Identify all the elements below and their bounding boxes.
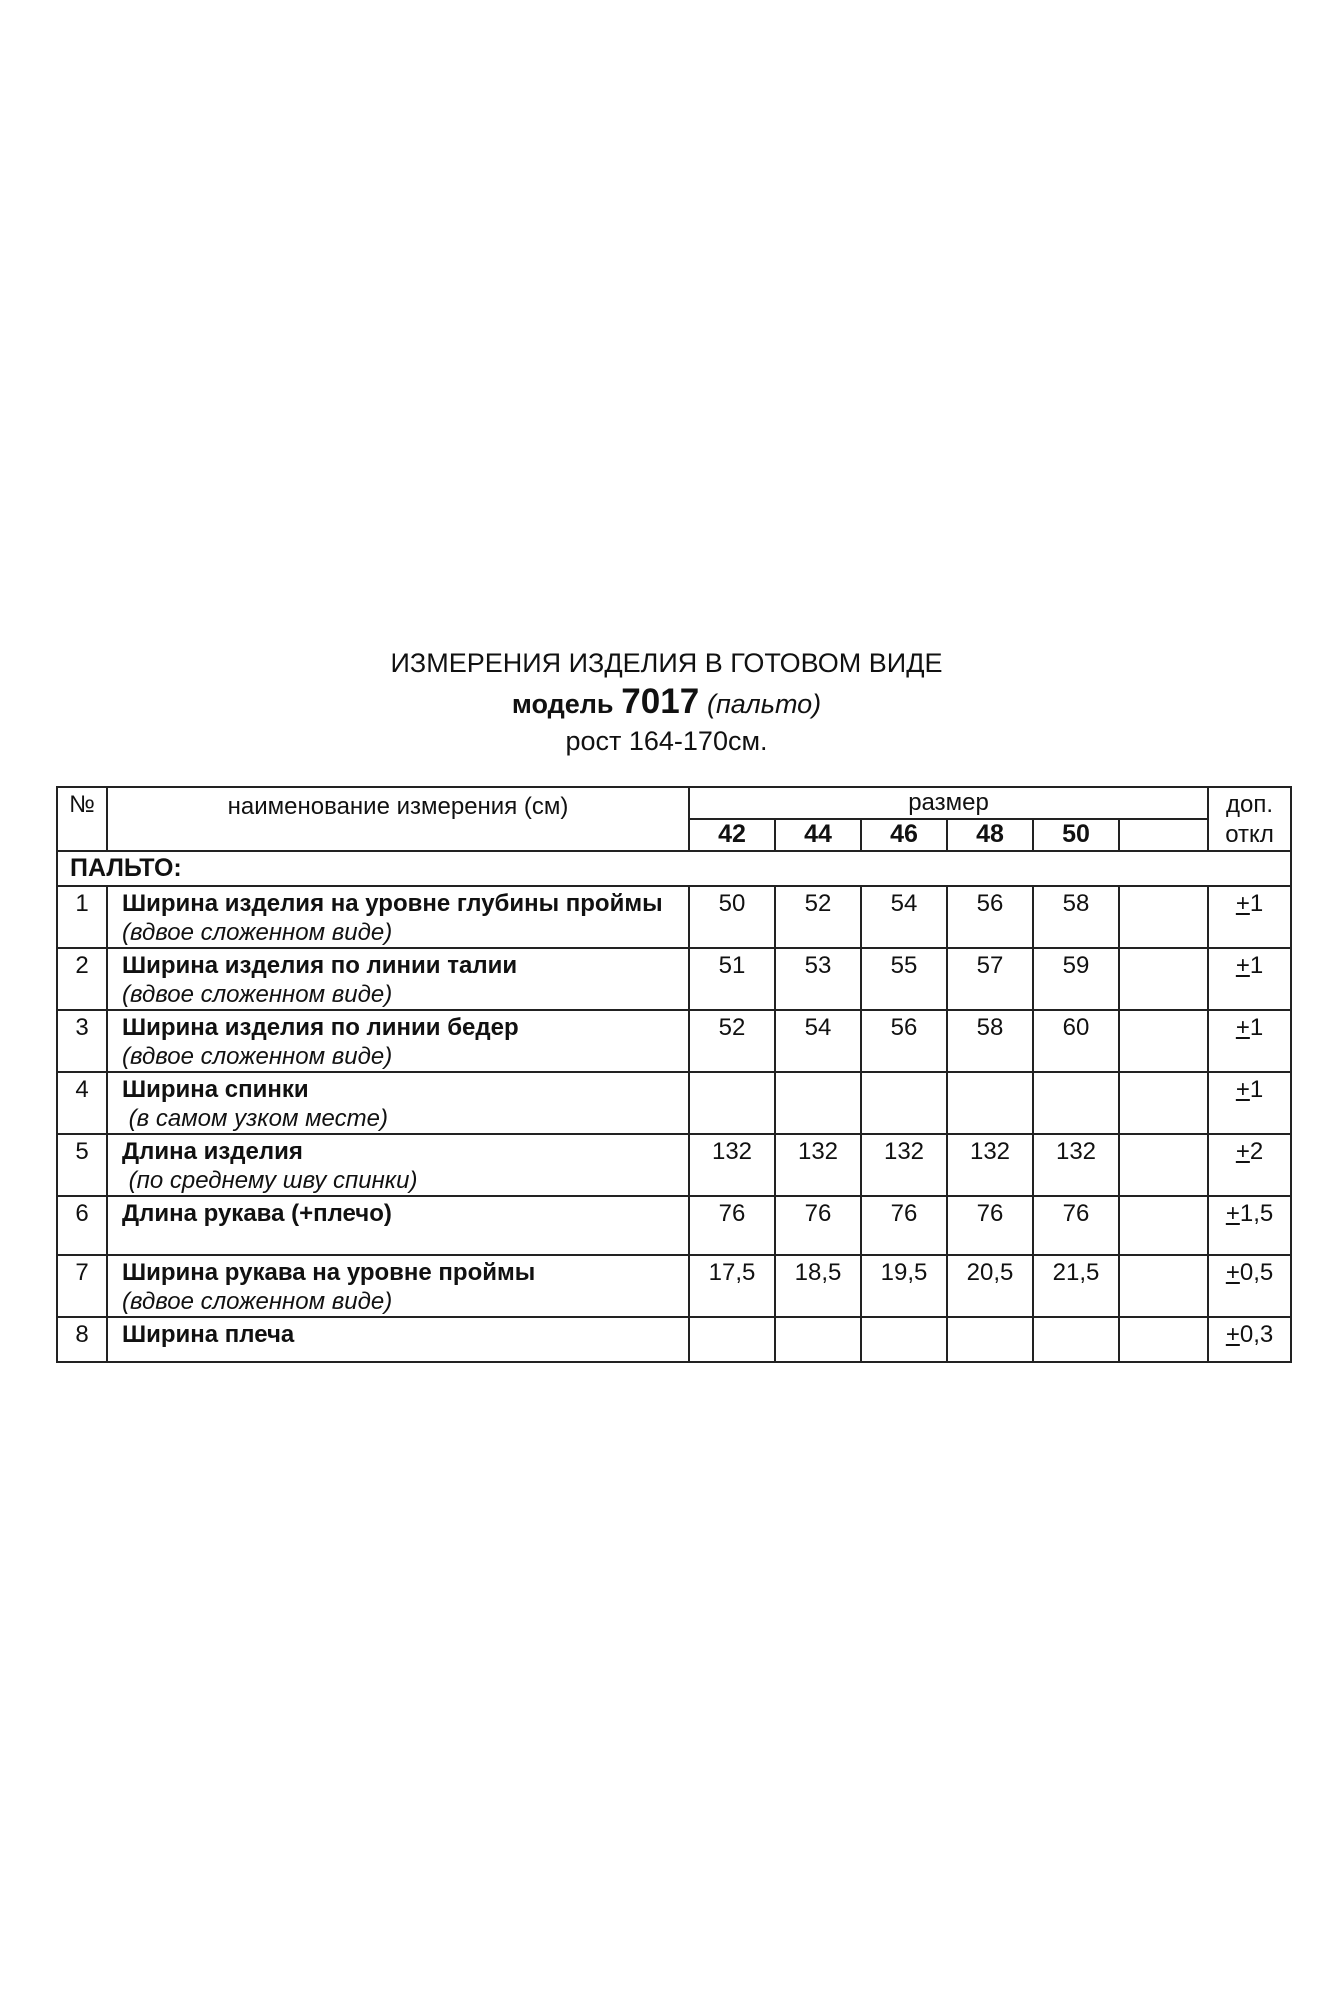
section-title: ПАЛЬТО: (57, 851, 1291, 886)
tolerance-value: 1 (1249, 1014, 1264, 1041)
size-value: 17,5 (689, 1255, 775, 1317)
row-number: 2 (57, 948, 107, 1010)
measurement-cell (107, 948, 689, 1010)
size-value: 20,5 (947, 1255, 1033, 1317)
measurement-name: Длина изделия (122, 1138, 303, 1165)
size-value: 52 (689, 1010, 775, 1072)
measurement-name: Ширина спинки (122, 1076, 309, 1103)
size-value (1119, 1134, 1208, 1196)
size-value (689, 1317, 775, 1362)
model-kind: (пальто) (706, 689, 822, 719)
tolerance-cell (1208, 1134, 1291, 1196)
tolerance-value: 1 (1249, 890, 1264, 917)
size-value (1119, 1196, 1208, 1255)
size-value: 54 (861, 886, 947, 948)
row-number: 6 (57, 1196, 107, 1255)
table-row (57, 886, 1291, 948)
size-value (1119, 886, 1208, 948)
table-row (57, 1255, 1291, 1317)
size-value: 57 (947, 948, 1033, 1010)
measurement-name: Ширина изделия по линии талии (122, 952, 518, 979)
tolerance-cell (1208, 886, 1291, 948)
size-value: 51 (689, 948, 775, 1010)
size-value: 18,5 (775, 1255, 861, 1317)
size-42: 42 (689, 819, 775, 851)
plus-minus-sign: + (1235, 1138, 1250, 1165)
size-value: 55 (861, 948, 947, 1010)
size-50: 50 (1033, 819, 1119, 851)
plus-minus-sign: + (1235, 890, 1250, 917)
plus-minus-sign: + (1235, 1076, 1250, 1103)
size-value: 76 (861, 1196, 947, 1255)
col-size-header: размер (689, 787, 1208, 819)
tolerance-cell (1208, 1317, 1291, 1362)
measurement-note: (вдвое сложенном виде) (122, 981, 393, 1008)
size-value: 76 (689, 1196, 775, 1255)
table-row (57, 1196, 1291, 1255)
measurement-cell (107, 1255, 689, 1317)
col-no-header: № (57, 787, 107, 851)
section-row (57, 851, 1291, 886)
measurement-note: (вдвое сложенном виде) (122, 1043, 393, 1070)
measurement-note: (вдвое сложенном виде) (122, 1288, 393, 1315)
measurement-cell (107, 1134, 689, 1196)
size-46: 46 (861, 819, 947, 851)
size-value: 52 (775, 886, 861, 948)
size-value: 132 (861, 1134, 947, 1196)
model-line (0, 682, 1333, 722)
tolerance-cell (1208, 1255, 1291, 1317)
size-value: 58 (947, 1010, 1033, 1072)
table-row (57, 1317, 1291, 1362)
size-value (1119, 1317, 1208, 1362)
measurement-note: (в самом узком месте) (122, 1105, 388, 1132)
size-value: 19,5 (861, 1255, 947, 1317)
col-tolerance-header: доп. откл (1208, 787, 1291, 851)
size-value (689, 1072, 775, 1134)
row-number: 7 (57, 1255, 107, 1317)
document-title: ИЗМЕРЕНИЯ ИЗДЕЛИЯ В ГОТОВОМ ВИДЕ (390, 648, 943, 678)
tolerance-cell (1208, 948, 1291, 1010)
plus-minus-sign: + (1225, 1259, 1240, 1286)
size-value: 56 (861, 1010, 947, 1072)
size-value (1119, 1255, 1208, 1317)
measurement-name: Ширина рукава на уровне проймы (122, 1259, 536, 1286)
measurements-table (56, 786, 1292, 1363)
height-range: рост 164-170см. (565, 726, 768, 756)
size-empty (1119, 819, 1208, 851)
table-row (57, 1134, 1291, 1196)
size-value: 21,5 (1033, 1255, 1119, 1317)
table-row (57, 948, 1291, 1010)
tolerance-value: 1 (1249, 952, 1264, 979)
size-value: 59 (1033, 948, 1119, 1010)
size-value (1033, 1072, 1119, 1134)
measurement-cell (107, 1196, 689, 1255)
size-44: 44 (775, 819, 861, 851)
size-value: 132 (947, 1134, 1033, 1196)
size-value: 56 (947, 886, 1033, 948)
size-value: 76 (775, 1196, 861, 1255)
plus-minus-sign: + (1235, 952, 1250, 979)
size-value: 60 (1033, 1010, 1119, 1072)
measurement-cell (107, 1317, 689, 1362)
measurement-name: Ширина плеча (122, 1321, 295, 1348)
size-value (1119, 948, 1208, 1010)
tolerance-value: 0,3 (1239, 1321, 1274, 1348)
row-number: 3 (57, 1010, 107, 1072)
measurement-cell (107, 1010, 689, 1072)
size-value: 132 (775, 1134, 861, 1196)
size-value: 76 (947, 1196, 1033, 1255)
row-number: 1 (57, 886, 107, 948)
tolerance-cell (1208, 1196, 1291, 1255)
size-value (947, 1317, 1033, 1362)
size-48: 48 (947, 819, 1033, 851)
size-value: 76 (1033, 1196, 1119, 1255)
size-value (861, 1317, 947, 1362)
col-name-header: наименование измерения (см) (107, 787, 689, 851)
plus-minus-sign: + (1235, 1014, 1250, 1041)
measurement-cell (107, 886, 689, 948)
table-row (57, 1010, 1291, 1072)
tolerance-value: 1 (1249, 1076, 1264, 1103)
size-value (775, 1317, 861, 1362)
tolerance-value: 1,5 (1239, 1200, 1274, 1227)
tolerance-value: 0,5 (1239, 1259, 1274, 1286)
measurement-name: Ширина изделия по линии бедер (122, 1014, 519, 1041)
measurement-name: Длина рукава (+плечо) (122, 1200, 392, 1227)
size-value (861, 1072, 947, 1134)
size-value (1119, 1010, 1208, 1072)
size-value: 132 (689, 1134, 775, 1196)
tolerance-value: 2 (1249, 1138, 1264, 1165)
tolerance-cell (1208, 1072, 1291, 1134)
row-number: 4 (57, 1072, 107, 1134)
model-number: 7017 (621, 682, 700, 721)
model-label: модель (511, 689, 614, 719)
size-value: 58 (1033, 886, 1119, 948)
size-value: 50 (689, 886, 775, 948)
row-number: 5 (57, 1134, 107, 1196)
size-value: 132 (1033, 1134, 1119, 1196)
plus-minus-sign: + (1225, 1200, 1240, 1227)
row-number: 8 (57, 1317, 107, 1362)
size-value (1119, 1072, 1208, 1134)
header-row (57, 787, 1291, 819)
size-value (775, 1072, 861, 1134)
tolerance-cell (1208, 1010, 1291, 1072)
size-value: 53 (775, 948, 861, 1010)
measurement-note: (по среднему шву спинки) (122, 1167, 418, 1194)
size-value (947, 1072, 1033, 1134)
plus-minus-sign: + (1225, 1321, 1240, 1348)
measurement-note: (вдвое сложенном виде) (122, 919, 393, 946)
table-row (57, 1072, 1291, 1134)
size-value: 54 (775, 1010, 861, 1072)
size-value (1033, 1317, 1119, 1362)
measurement-name: Ширина изделия на уровне глубины проймы (122, 890, 663, 917)
measurement-cell (107, 1072, 689, 1134)
